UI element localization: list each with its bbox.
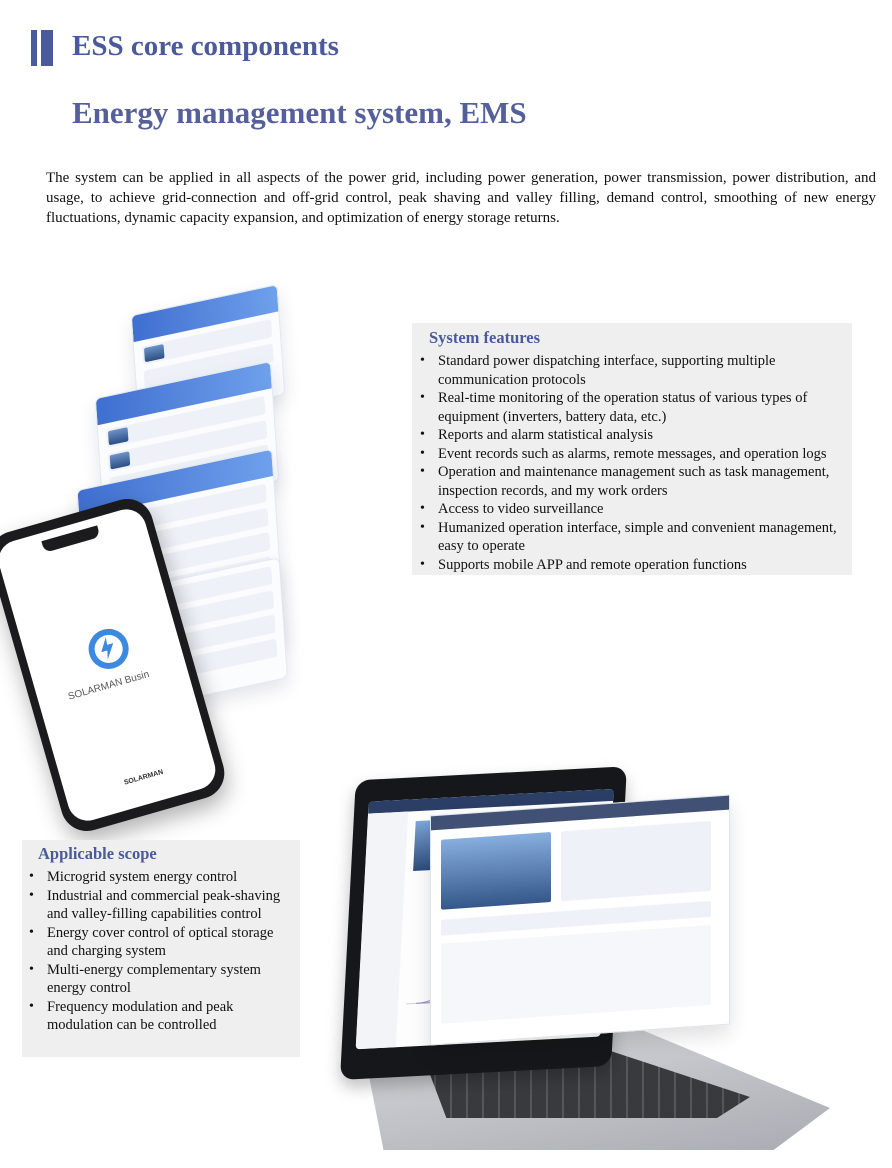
- list-item: • Operation and maintenance management such as task management, inspection records, and my work orders: [415, 463, 846, 500]
- dashboard-popout: [430, 795, 730, 1046]
- phone-footer-logo: SOLARMAN: [123, 768, 165, 787]
- laptop-dashboard-illustration: [330, 780, 830, 1160]
- list-item: • Humanized operation interface, simple and convenient management, easy to operate: [415, 519, 846, 556]
- mobile-app-illustration: [15, 280, 315, 790]
- page-title: ESS core components: [72, 30, 339, 62]
- list-item: • Multi-energy complementary system energy control: [24, 961, 294, 998]
- list-item: • Supports mobile APP and remote operation functions: [415, 556, 846, 575]
- applicable-scope-list: [24, 868, 294, 1035]
- list-item: • Access to video surveillance: [415, 500, 846, 519]
- list-item: • Standard power dispatching interface, supporting multiple communication protocols: [415, 352, 846, 389]
- applicable-scope-title: Applicable scope: [38, 844, 157, 863]
- page-subtitle: Energy management system, EMS: [72, 95, 527, 130]
- applicable-scope-panel: [22, 840, 300, 1057]
- list-item: • Reports and alarm statistical analysis: [415, 426, 846, 445]
- list-item: • Industrial and commercial peak-shaving and valley-filling capabilities control: [24, 887, 294, 924]
- list-item: • Energy cover control of optical storage and charging system: [24, 924, 294, 961]
- list-item: • Frequency modulation and peak modulation can be controlled: [24, 998, 294, 1035]
- intro-paragraph: The system can be applied in all aspects of the power grid, including power generation, power transmission, power distribution, and usage, to achieve grid-connection and off-grid control, peak shaving and valley filling, demand control, smoothing of new energy fluctuations, dynamic capacity expansion, and optimization of energy storage returns.: [46, 170, 876, 226]
- list-item: • Microgrid system energy control: [24, 868, 294, 887]
- list-item: • Real-time monitoring of the operation status of various types of equipment (inverters, battery data, etc.): [415, 389, 846, 426]
- list-item: • Event records such as alarms, remote messages, and operation logs: [415, 445, 846, 464]
- phone-app-name: SOLARMAN Busin: [66, 668, 151, 703]
- system-features-list: [415, 352, 846, 574]
- title-accent-bars: [31, 30, 53, 66]
- system-features-panel: [412, 323, 852, 575]
- system-features-title: System features: [429, 328, 541, 347]
